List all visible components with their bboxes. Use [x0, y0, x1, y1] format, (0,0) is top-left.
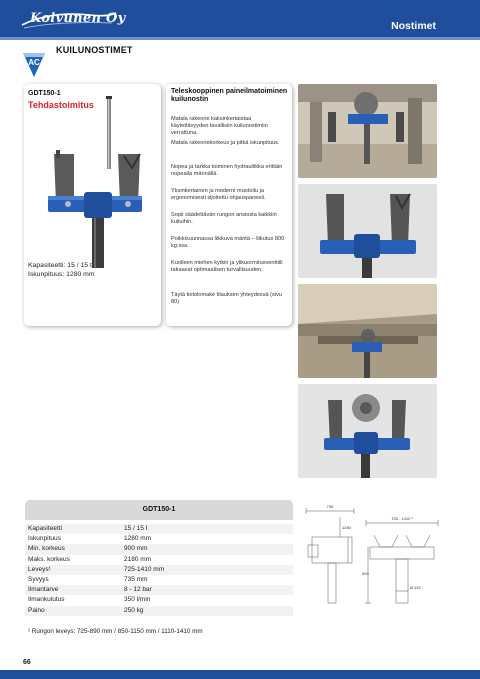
description-paragraph: Matala rakenne kaksinkertaistaa käytettävyyden tavallisiin kuilunostimiin verrattuna.: [171, 116, 268, 136]
ac-badge-icon: [22, 52, 46, 78]
table-row: [25, 565, 293, 575]
table-row: [25, 534, 293, 544]
table-row: [25, 544, 293, 554]
table-row: [25, 555, 293, 565]
description-paragraph: Matala rakennekorkeus ja pitkä iskunpituus.: [171, 140, 280, 146]
technical-drawing: [300, 503, 440, 609]
spec-value: 735 mm: [124, 575, 148, 583]
spec-value: 350 l/min: [124, 596, 151, 604]
ac-badge-text: AC: [28, 58, 40, 67]
header-stripe: [0, 37, 480, 40]
footnote: ¹ Rungon leveys: 725-890 mm / 850-1150 mm / 1110-1410 mm: [28, 628, 203, 635]
spec-label: Ilmankulutus: [28, 596, 65, 604]
table-row: [25, 524, 293, 534]
drawing-label-width: 725 - 1410 ¹: [391, 516, 413, 521]
spec-label: Ilmantarve: [28, 586, 59, 594]
product-stroke: Iskunpituus: 1280 mm: [28, 271, 95, 278]
spec-value: 250 kg: [124, 606, 144, 614]
drawing-label-max-height: 900: [362, 571, 369, 576]
spec-label: Syvyys: [28, 575, 49, 583]
spec-value: 725-1410 mm: [124, 565, 165, 573]
spec-value: 900 mm: [124, 545, 148, 553]
spec-label: Paino: [28, 606, 45, 614]
product-card: [24, 84, 161, 326]
jack-product-illustration: [42, 92, 147, 270]
table-row: [25, 606, 293, 616]
drawing-label-stroke: 1280: [342, 525, 351, 530]
table-row: [25, 595, 293, 605]
brand-name: Koivunen Oy: [30, 11, 126, 26]
drawing-label-diameter: Ø 115: [410, 585, 421, 590]
page-title: Nostimet: [391, 20, 436, 32]
photo-jack-under-vehicle: [298, 284, 437, 378]
spec-label: Iskunpituus: [28, 535, 61, 543]
description-paragraph: Nopea ja tarkka toiminen hydrauliikka erittäin nopealla männällä.: [171, 164, 283, 177]
description-paragraph: Poikkisuunnassa liikkuva mäntä – liikutus 800 kg:ssa.: [171, 236, 285, 249]
spec-table: [25, 500, 293, 616]
page-header: [0, 0, 480, 37]
spec-label: Leveys¹: [28, 565, 51, 573]
section-title: KUILUNOSTIMET: [56, 45, 133, 55]
spec-table-body: [25, 520, 293, 616]
product-subtitle: Tehdastoimitus: [28, 100, 94, 110]
photo-jack-with-gearbox: [298, 384, 437, 478]
page-number: 66: [23, 659, 31, 666]
photo-jack-studio: [298, 184, 437, 278]
product-capacity: Kapasiteetti: 15 / 15 t: [28, 262, 92, 269]
description-paragraph: Täytä tietolomake tilauksen yhteydessä (sivu 80): [171, 292, 282, 305]
product-model: GDT150-1: [28, 90, 61, 97]
spec-value: 8 - 12 bar: [124, 586, 152, 594]
footer-bar: [0, 670, 480, 679]
photo-jack-in-pit: [298, 84, 437, 178]
spec-value: 15 / 15 t: [124, 525, 148, 532]
spec-label: Min. korkeus: [28, 545, 65, 553]
description-card: [166, 84, 292, 326]
table-row: [25, 585, 293, 595]
description-paragraph: Kuolleen miehen kytkin ja ylikuormitusventtiili takaavat optimaalisen turvallisuuden.: [171, 260, 283, 273]
spec-value: 2180 mm: [124, 555, 152, 563]
spec-label: Kapasiteetti: [28, 525, 62, 532]
description-paragraph: Sopii säädettävän rungon ansiosta kaikkiin kuiluihin.: [171, 212, 277, 225]
drawing-label-depth: 735: [326, 504, 334, 509]
table-row: [25, 575, 293, 585]
spec-value: 1280 mm: [124, 535, 152, 543]
spec-table-header: GDT150-1: [25, 500, 293, 520]
description-paragraph: Yksinkertainen ja moderni muotoilu ja ergonomisesti sijoitettu ohjauspaneeli.: [171, 188, 266, 201]
spec-label: Maks. korkeus: [28, 555, 70, 563]
description-title: Teleskooppinen paineilmatoiminen kuilunostin: [171, 88, 288, 103]
